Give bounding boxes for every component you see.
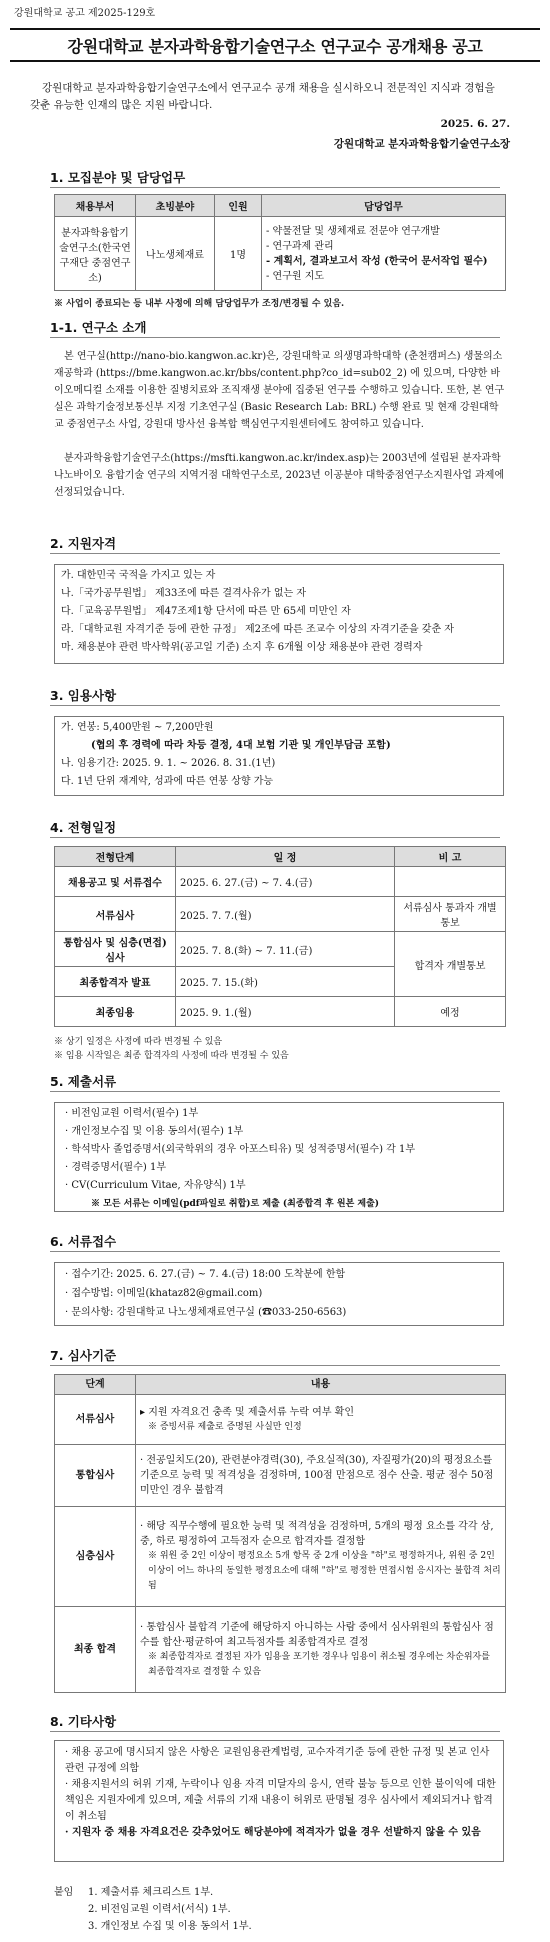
list-item: 나.「국가공무원법」 제33조에 따른 결격사유가 없는 자 [61,588,306,599]
section-2-heading: 2. 지원자격 [50,534,116,552]
table-header: 인원 [215,195,262,217]
intro-text: 강원대학교 분자과학융합기술연구소에서 연구교수 공개 채용을 실시하오니 전문적인 지식과 경험을 갖춘 유능한 인재의 많은 지원 바랍니다. [30,82,495,111]
criteria-line: ▸ 지원 자격요건 충족 및 제출서류 누락 여부 확인 [140,1406,354,1418]
documents-box [54,1102,504,1212]
section-3-heading: 3. 임용사항 [50,686,116,704]
table-cell: 최종합격자 발표 [55,967,176,997]
attachment-item: 1. 제출서류 체크리스트 1부. [88,1887,214,1898]
schedule-note: ※ 상기 일정은 사정에 따라 변경될 수 있음 [54,1037,223,1047]
table-cell: 최종임용 [55,997,176,1027]
table-cell: 서류심사 [55,1395,136,1445]
list-item: · 채용지원서의 허위 기재, 누락이나 임용 자격 미달자의 응시, 연락 불능 등으로 인한 불이익에 대한 책임은 지원자에게 있으며, 제출 서류의 기재 내용이 허위로 판명될 경우 심사에서 제외되거나 합격이 취소됨 [65,1779,496,1822]
table-header: 단계 [55,1375,136,1395]
table-cell: 분자과학융합기술연구소(한국연구재단 중점연구소) [55,217,136,291]
table-cell [136,1395,506,1445]
section-5-heading: 5. 제출서류 [50,1072,116,1090]
table-header: 초빙분야 [136,195,215,217]
list-item: 다.「교육공무원법」 제47조제1항 단서에 따른 만 65세 미만인 자 [61,606,351,617]
misc-box [54,1740,504,1862]
list-item: · 경력증명서(필수) 1부 [65,1162,166,1173]
duties-cell [262,217,506,291]
table-cell: 2025. 7. 7.(월) [176,897,395,932]
list-item: (협의 후 경력에 따라 차등 결정, 4대 보험 기관 및 개인부담금 포함) [91,740,391,751]
documents-note: ※ 모든 서류는 이메일(pdf파일로 취합)로 제출 (최종합격 후 원본 제출) [91,1199,380,1209]
list-item: 다. 1년 단위 재계약, 성과에 따른 연봉 상향 가능 [61,776,274,787]
duty-item: - 연구원 지도 [266,270,325,282]
table-header: 전형단계 [55,847,176,867]
table-cell: 심층심사 [55,1507,136,1607]
attachment-item: 2. 비전임교원 이력서(서식) 1부. [88,1904,231,1915]
table-cell [136,1607,506,1693]
list-item: · 비전임교원 이력서(필수) 1부 [65,1108,199,1119]
section-7-heading: 7. 심사기준 [50,1346,116,1364]
institute-intro-paragraph: 분자과학융합기술연구소(https://msfti.kangwon.ac.kr/index.asp)는 2003년에 설립된 분자과학 나노바이오 융합기술 연구의 지역거점 대학연구소로, 2023년 이공분야 대학중점연구소지원사업 과제에 선정되었습니다. [54,453,505,498]
recruit-table [54,194,506,291]
table-cell: 예정 [395,997,506,1027]
list-item: 라.「대학교원 자격기준 등에 관한 규정」 제2조에 따른 조교수 이상의 자격기준을 갖춘 자 [61,624,454,635]
section-1-note: ※ 사업이 종료되는 등 내부 사정에 의해 담당업무가 조정/변경될 수 있음. [54,299,345,309]
attachments [54,1884,252,1935]
table-cell: 채용공고 및 서류접수 [55,867,176,897]
list-item: · CV(Curriculum Vitae, 자유양식) 1부 [65,1180,246,1191]
table-cell: · 전공일치도(20), 관련분야경력(30), 주요실적(30), 자질평가(20)의 평정요소를 기준으로 능력 및 적격성을 검정하며, 100점 만점으로 점수 산출. 평균 점수 50점 미만인 경우 불합격 [136,1445,506,1507]
table-cell: 합격자 개별통보 [395,932,506,997]
list-item: 마. 채용분야 관련 박사학위(공고일 기준) 소지 후 6개월 이상 채용분야 관련 경력자 [61,642,423,653]
list-item: · 개인정보수집 및 이용 동의서(필수) 1부 [65,1126,244,1137]
list-item: · 접수기간: 2025. 6. 27.(금) ~ 7. 4.(금) 18:00 도착분에 한함 [65,1269,346,1280]
attachment-item: 3. 개인정보 수집 및 이용 동의서 1부. [88,1921,252,1932]
list-item: 가. 대한민국 국적을 가지고 있는 자 [61,570,216,581]
criteria-table [54,1374,506,1693]
list-item: · 채용 공고에 명시되지 않은 사항은 교원임용관계법령, 교수자격기준 등에 관한 규정 및 본교 인사 관련 규정에 의함 [65,1747,490,1774]
table-cell: 서류심사 통과자 개별통보 [395,897,506,932]
section-6-heading: 6. 서류접수 [50,1232,116,1250]
table-cell: 최종 합격 [55,1607,136,1693]
lab-intro-paragraph: 본 연구실(http://nano-bio.kangwon.ac.kr)은, 강원대학교 의생명과학대학 (춘천캠퍼스) 생물의소재공학과 (https://bme.kangwon.ac.kr/bbs/content.php?co_id=sub02_2) 에 있으며, 다양한 바이오메디컬 소재를 이용한 질병치료와 조직재생 분야에 집중된 연구를 수행하고 있습니다. 또한, 본 연구실은 과학기술정보통신부 지정 기초연구실 (Basic Research Lab: BRL) 수행 완료 및 현재 강원대학교 중점연구소 사업, 강원대 방사선 융복합 핵심연구지원센터에도 참여하고 있습니다. [54,351,505,430]
table-cell [136,1507,506,1607]
list-item: 가. 연봉: 5,400만원 ~ 7,200만원 [61,722,214,733]
section-8-heading: 8. 기타사항 [50,1712,116,1730]
list-item: · 문의사항: 강원대학교 나노생체재료연구실 (☎033-250-6563) [65,1307,347,1318]
table-cell: 2025. 9. 1.(월) [176,997,395,1027]
schedule-note: ※ 임용 시작일은 최종 합격자의 사정에 따라 변경될 수 있음 [54,1051,289,1061]
schedule-table [54,846,506,1027]
page-title: 강원대학교 분자과학융합기술연구소 연구교수 공개채용 공고 [67,36,483,56]
table-cell [395,867,506,897]
table-cell: 1명 [215,217,262,291]
duty-item: - 약물전달 및 생체재료 전문야 연구개발 [266,225,440,237]
table-header: 비 고 [395,847,506,867]
table-header: 채용부서 [55,195,136,217]
table-header: 일 정 [176,847,395,867]
criteria-line: · 통합심사 불합격 기준에 해당하지 아니하는 사람 중에서 심사위원의 통합심사 점수를 합산·평균하여 최고득점자를 최종합격자로 결정 [140,1621,494,1648]
table-cell: 나노생체재료 [136,217,215,291]
notice-org: 강원대학교 분자과학융합기술연구소장 [333,138,510,150]
criteria-note: ※ 위원 중 2인 이상이 평정요소 5개 항목 중 2개 이상을 "하"로 평정하거나, 위원 중 2인 이상이 어느 하나의 동일한 평정요소에 대해 "하"로 평정한 면접시험 응시자는 불합격 처리됨 [148,1551,501,1591]
section-4-heading: 4. 전형일정 [50,818,116,836]
title-bar [10,28,540,62]
table-cell: 2025. 6. 27.(금) ~ 7. 4.(금) [176,867,395,897]
table-header: 내용 [136,1375,506,1395]
table-cell: 2025. 7. 8.(화) ~ 7. 11.(금) [176,932,395,967]
table-cell: 서류심사 [55,897,176,932]
criteria-note: ※ 최종합격자로 결정된 자가 임용을 포기한 경우나 임용이 취소될 경우에는 차순위자를 최종합격자로 결정할 수 있음 [148,1651,490,1677]
table-header: 담당업무 [262,195,506,217]
section-1-1-heading: 1-1. 연구소 소개 [50,318,146,336]
list-item: · 지원자 중 채용 자격요건은 갖추었어도 해당분야에 적격자가 없을 경우 선발하지 않을 수 있음 [65,1827,481,1838]
list-item: 나. 임용기간: 2025. 9. 1. ~ 2026. 8. 31.(1년) [61,758,276,769]
attachments-label: 붙임 [54,1887,74,1898]
terms-box [54,716,504,796]
duty-item: - 연구과제 관리 [266,240,334,252]
list-item: · 접수방법: 이메일(khataz82@gmail.com) [65,1288,263,1299]
duty-item: - 계획서, 결과보고서 작성 (한국어 문서작업 필수) [266,255,488,267]
section-1-heading: 1. 모집분야 및 담당업무 [50,168,185,186]
table-cell: 2025. 7. 15.(화) [176,967,395,997]
submission-box [54,1262,504,1326]
notice-number: 강원대학교 공고 제2025-129호 [14,8,156,19]
list-item: · 학석박사 졸업증명서(외국학위의 경우 아포스티유) 및 성적증명서(필수) 각 1부 [65,1144,416,1155]
table-cell: 통합심사 [55,1445,136,1507]
eligibility-box [54,564,504,664]
table-cell: 통합심사 및 심층(면접)심사 [55,932,176,967]
criteria-note: ※ 증빙서류 제출로 증명된 사실만 인정 [148,1421,302,1432]
criteria-line: · 해당 직무수행에 필요한 능력 및 적격성을 검정하며, 5개의 평정 요소를 각각 상, 중, 하로 평정하여 고득점자 순으로 합격자를 결정함 [140,1521,494,1547]
notice-date: 2025. 6. 27. [440,118,510,130]
